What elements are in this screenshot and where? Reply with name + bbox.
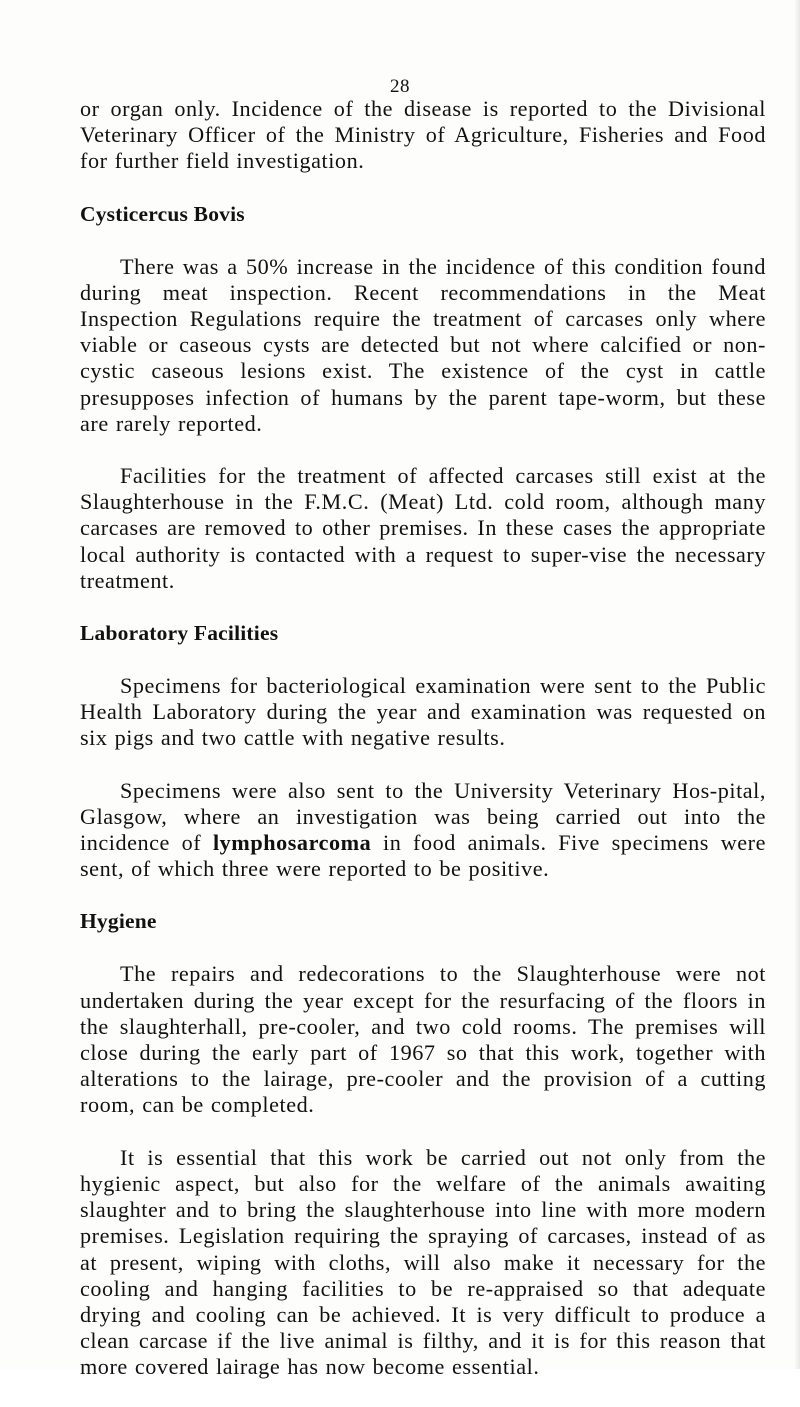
section-heading-laboratory: Laboratory Facilities: [80, 621, 279, 646]
laboratory-paragraph-2-text-end: in food animals. Five specimens were sent, of which three were reported to be positive.: [80, 830, 766, 882]
intro-paragraph: or organ only. Incidence of the disease is reported to the Divisional Veterinary Officer of the Ministry of Agriculture, Fisheries and Food for further field investigation.: [80, 96, 766, 174]
lymphosarcoma-term: lymphosarcoma: [212, 830, 372, 856]
laboratory-paragraph-2: [80, 778, 766, 883]
document-body: [80, 96, 766, 1407]
cysticercus-paragraph-1: There was a 50% increase in the incidence of this condition found during meat inspection. Recent recommendations in the Meat Inspection Regulations require the treatment of carcases only where viable or caseous cysts are detected but not where calcified or non-cystic caseous lesions exist. The existence of the cyst in cattle presupposes infection of humans by the parent tape-worm, but these are rarely reported.: [80, 253, 766, 436]
laboratory-paragraph-2-text-start: Specimens were also sent to the University Veterinary Hos-pital, Glasgow, where an investigation was being carried out into the incidence of: [80, 777, 766, 856]
hygiene-paragraph-2: It is essential that this work be carried out not only from the hygienic aspect, but also for the welfare of the animals awaiting slaughter and to bring the slaughterhouse into line with more modern premises. Legislation requiring the spraying of carcases, instead of as at present, wiping with cloths, will also make it necessary for the cooling and hanging facilities to be re-appraised so that adequate drying and cooling can be achieved. It is very difficult to produce a clean carcase if the live animal is filthy, and it is for this reason that more covered lairage has now become essential.: [80, 1144, 766, 1380]
cysticercus-paragraph-2: Facilities for the treatment of affected carcases still exist at the Slaughterhouse in the F.M.C. (Meat) Ltd. cold room, although many carcases are removed to other premises. In these cases the appropriate local authority is contacted with a request to super-vise the necessary treatment.: [80, 463, 766, 593]
page-number: 28: [390, 76, 410, 97]
laboratory-paragraph-1: Specimens for bacteriological examination were sent to the Public Health Laboratory during the year and examination was requested on six pigs and two cattle with negative results.: [80, 673, 766, 751]
page-edge-shadow: [794, 0, 800, 1369]
section-heading-cysticercus: Cysticercus Bovis: [80, 201, 245, 226]
section-heading-hygiene: Hygiene: [80, 909, 157, 934]
hygiene-paragraph-1: The repairs and redecorations to the Slaughterhouse were not undertaken during the year except for the resurfacing of the floors in the slaughterhall, pre-cooler, and two cold rooms. The premises will close during the early part of 1967 so that this work, together with alterations to the lairage, pre-cooler and the provision of a cutting room, can be completed.: [80, 961, 766, 1118]
